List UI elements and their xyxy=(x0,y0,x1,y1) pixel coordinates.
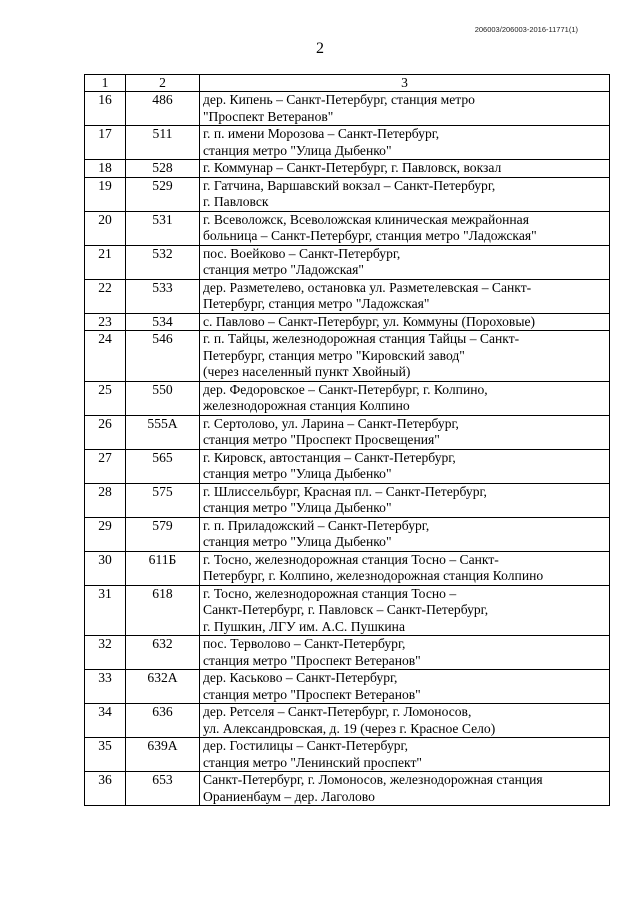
row-number-cell: 31 xyxy=(85,585,126,636)
route-number-cell: 565 xyxy=(126,449,200,483)
route-description-cell: дер. Федоровское – Санкт-Петербург, г. Колпино, железнодорожная станция Колпино xyxy=(200,381,610,415)
route-description-cell: г. Гатчина, Варшавский вокзал – Санкт-Петербург, г. Павловск xyxy=(200,177,610,211)
row-number-cell: 16 xyxy=(85,92,126,126)
table-row xyxy=(85,772,610,806)
row-number-cell: 22 xyxy=(85,279,126,313)
route-number-cell: 511 xyxy=(126,126,200,160)
row-number-cell: 33 xyxy=(85,670,126,704)
table-row xyxy=(85,160,610,178)
row-number-cell: 35 xyxy=(85,738,126,772)
route-number-cell: 532 xyxy=(126,245,200,279)
table-row xyxy=(85,126,610,160)
table-row xyxy=(85,517,610,551)
row-number-cell: 25 xyxy=(85,381,126,415)
table-row xyxy=(85,670,610,704)
table-row xyxy=(85,738,610,772)
row-number-cell: 19 xyxy=(85,177,126,211)
table-row xyxy=(85,585,610,636)
table-row xyxy=(85,636,610,670)
route-number-cell: 611Б xyxy=(126,551,200,585)
row-number-cell: 32 xyxy=(85,636,126,670)
table-row xyxy=(85,279,610,313)
route-number-cell: 528 xyxy=(126,160,200,178)
route-description-cell: дер. Кипень – Санкт-Петербург, станция метро "Проспект Ветеранов" xyxy=(200,92,610,126)
route-number-cell: 579 xyxy=(126,517,200,551)
route-description-cell: дер. Ретселя – Санкт-Петербург, г. Ломоносов, ул. Александровская, д. 19 (через г. Красное Село) xyxy=(200,704,610,738)
route-description-cell: г. Сертолово, ул. Ларина – Санкт-Петербург, станция метро "Проспект Просвещения" xyxy=(200,415,610,449)
row-number-cell: 23 xyxy=(85,313,126,331)
route-number-cell: 531 xyxy=(126,211,200,245)
row-number-cell: 27 xyxy=(85,449,126,483)
route-description-cell: дер. Разметелево, остановка ул. Разметелевская – Санкт- Петербург, станция метро "Ладожская" xyxy=(200,279,610,313)
route-description-cell: г. п. Приладожский – Санкт-Петербург, станция метро "Улица Дыбенко" xyxy=(200,517,610,551)
table-row xyxy=(85,449,610,483)
row-number-cell: 17 xyxy=(85,126,126,160)
route-description-cell: г. Коммунар – Санкт-Петербург, г. Павловск, вокзал xyxy=(200,160,610,178)
route-number-cell: 529 xyxy=(126,177,200,211)
table-row xyxy=(85,551,610,585)
table-row xyxy=(85,331,610,382)
route-number-cell: 632 xyxy=(126,636,200,670)
table-row xyxy=(85,313,610,331)
route-description-cell: г. Всеволожск, Всеволожская клиническая межрайонная больница – Санкт-Петербург, станция метро "Ладожская" xyxy=(200,211,610,245)
route-number-cell: 618 xyxy=(126,585,200,636)
table-row xyxy=(85,245,610,279)
route-description-cell: с. Павлово – Санкт-Петербург, ул. Коммуны (Пороховые) xyxy=(200,313,610,331)
table-row xyxy=(85,92,610,126)
route-description-cell: пос. Воейково – Санкт-Петербург, станция метро "Ладожская" xyxy=(200,245,610,279)
route-number-cell: 639А xyxy=(126,738,200,772)
row-number-cell: 24 xyxy=(85,331,126,382)
route-description-cell: г. Тосно, железнодорожная станция Тосно – Санкт-Петербург, г. Павловск – Санкт-Петербург, г. Пушкин, ЛГУ им. А.С. Пушкина xyxy=(200,585,610,636)
row-number-cell: 30 xyxy=(85,551,126,585)
route-number-cell: 636 xyxy=(126,704,200,738)
route-number-cell: 555А xyxy=(126,415,200,449)
route-number-cell: 533 xyxy=(126,279,200,313)
column-header-2: 2 xyxy=(126,75,200,92)
route-number-cell: 575 xyxy=(126,483,200,517)
route-number-cell: 534 xyxy=(126,313,200,331)
table-row xyxy=(85,211,610,245)
table-body xyxy=(85,92,610,806)
row-number-cell: 28 xyxy=(85,483,126,517)
row-number-cell: 18 xyxy=(85,160,126,178)
row-number-cell: 34 xyxy=(85,704,126,738)
route-number-cell: 632А xyxy=(126,670,200,704)
route-number-cell: 653 xyxy=(126,772,200,806)
table-header-row xyxy=(85,75,610,92)
row-number-cell: 20 xyxy=(85,211,126,245)
table-row xyxy=(85,704,610,738)
row-number-cell: 36 xyxy=(85,772,126,806)
route-number-cell: 546 xyxy=(126,331,200,382)
route-description-cell: дер. Гостилицы – Санкт-Петербург, станция метро "Ленинский проспект" xyxy=(200,738,610,772)
table-row xyxy=(85,381,610,415)
route-description-cell: г. Шлиссельбург, Красная пл. – Санкт-Петербург, станция метро "Улица Дыбенко" xyxy=(200,483,610,517)
route-description-cell: дер. Каськово – Санкт-Петербург, станция метро "Проспект Ветеранов" xyxy=(200,670,610,704)
column-header-1: 1 xyxy=(85,75,126,92)
route-description-cell: г. п. имени Морозова – Санкт-Петербург, станция метро "Улица Дыбенко" xyxy=(200,126,610,160)
table-row xyxy=(85,415,610,449)
row-number-cell: 29 xyxy=(85,517,126,551)
route-number-cell: 486 xyxy=(126,92,200,126)
page-number: 2 xyxy=(316,40,324,57)
route-description-cell: г. п. Тайцы, железнодорожная станция Тайцы – Санкт- Петербург, станция метро "Кировский завод" (через населенный пункт Хвойный) xyxy=(200,331,610,382)
table-row xyxy=(85,177,610,211)
routes-table xyxy=(84,74,610,806)
row-number-cell: 26 xyxy=(85,415,126,449)
document-id: 206003/206003-2016-11771(1) xyxy=(474,25,578,34)
table-row xyxy=(85,483,610,517)
route-description-cell: Санкт-Петербург, г. Ломоносов, железнодорожная станция Ораниенбаум – дер. Лаголово xyxy=(200,772,610,806)
route-number-cell: 550 xyxy=(126,381,200,415)
column-header-3: 3 xyxy=(200,75,610,92)
row-number-cell: 21 xyxy=(85,245,126,279)
route-description-cell: пос. Терволово – Санкт-Петербург, станция метро "Проспект Ветеранов" xyxy=(200,636,610,670)
route-description-cell: г. Тосно, железнодорожная станция Тосно – Санкт- Петербург, г. Колпино, железнодорожная станция Колпино xyxy=(200,551,610,585)
route-description-cell: г. Кировск, автостанция – Санкт-Петербург, станция метро "Улица Дыбенко" xyxy=(200,449,610,483)
